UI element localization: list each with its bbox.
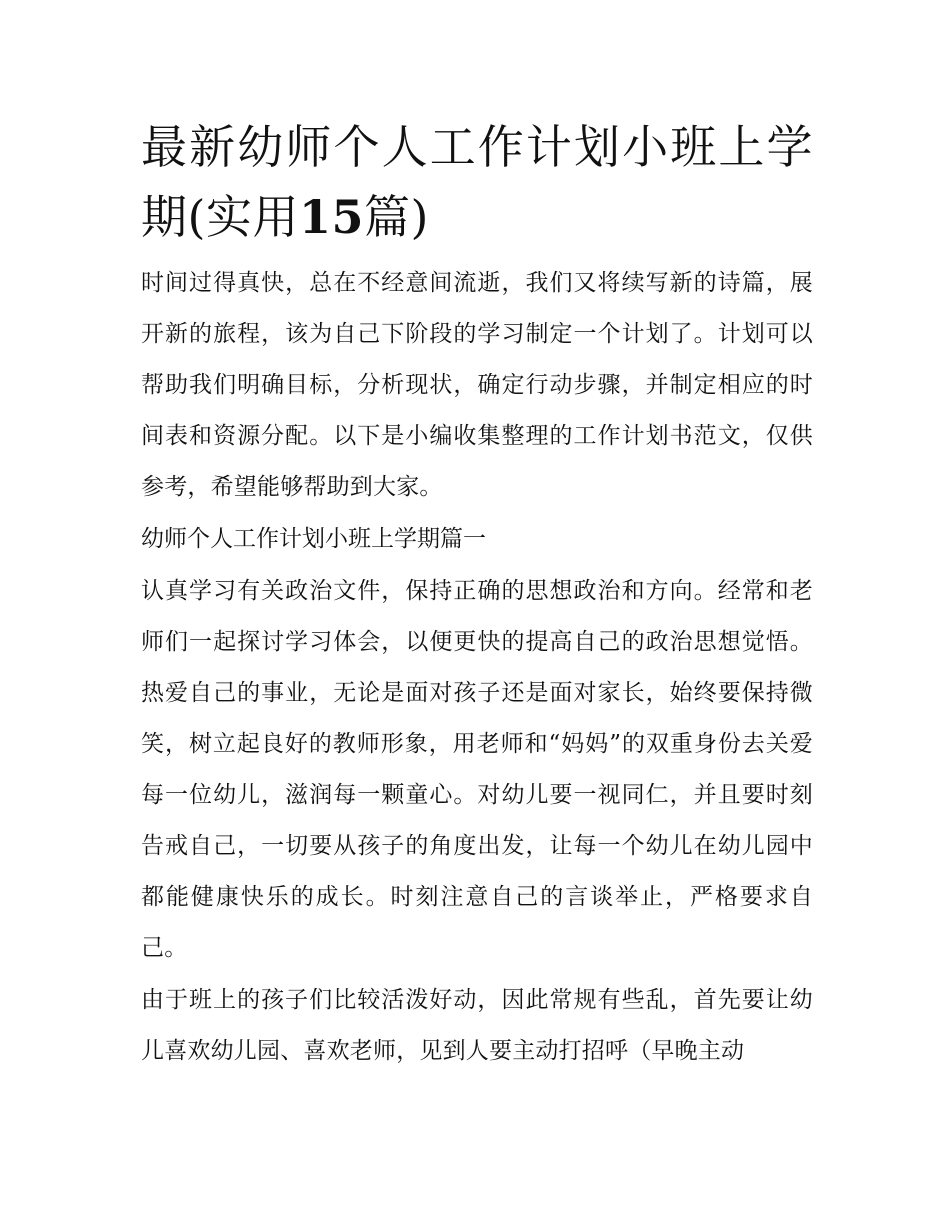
section-paragraph-2: 由于班上的孩子们比较活泼好动，因此常规有些乱，首先要让幼儿喜欢幼儿园、喜欢老师，见到人要主动打招呼（早晚主动	[141, 987, 813, 1064]
title-number: 15	[298, 190, 364, 244]
section-paragraph-1: 认真学习有关政治文件，保持正确的思想政治和方向。经常和老师们一起探讨学习体会，以便更快的提高自己的政治思想觉悟。热爱自己的事业，无论是面对孩子还是面对家长，始终要保持微笑，树立起良好的教师形象，用老师和“妈妈”的双重身份去关爱每一位幼儿，滋润每一颗童心。对幼儿要一视同仁，并且要时刻告戒自己，一切要从孩子的角度出发，让每一个幼儿在幼儿园中都能健康快乐的成长。时刻注意自己的言谈举止，严格要求自己。	[141, 578, 813, 961]
title-text-part1: 最新幼师个人工作计划小班上学期(实用	[141, 120, 813, 244]
document-page	[141, 112, 813, 1078]
document-title	[141, 112, 813, 252]
section-heading: 幼师个人工作计划小班上学期篇一	[141, 526, 486, 552]
title-text-part2: 篇)	[363, 190, 429, 244]
intro-paragraph: 时间过得真快，总在不经意间流逝，我们又将续写新的诗篇，展开新的旅程，该为自己下阶段的学习制定一个计划了。计划可以帮助我们明确目标，分析现状，确定行动步骤，并制定相应的时间表和资源分配。以下是小编收集整理的工作计划书范文，仅供参考，希望能够帮助到大家。	[141, 270, 813, 500]
